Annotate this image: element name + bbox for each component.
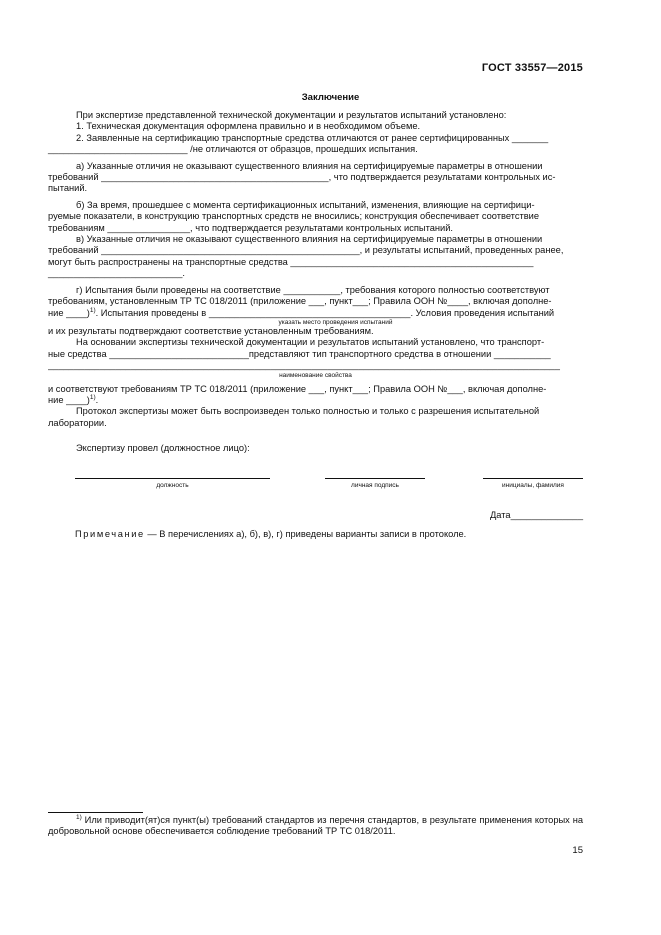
name-caption: инициалы, фамилия xyxy=(502,482,564,489)
footnote-rule xyxy=(48,812,143,813)
expert-label: Экспертизу провел (должностное лицо): xyxy=(76,443,250,454)
variant-v-line1: в) Указанные отличия не оказывают существенного влияния на сертифицируемые параметры в отношении xyxy=(76,234,543,245)
basis-line2: ные средства ___________________________представляют тип транспортного средства в отношении ___________ xyxy=(48,348,551,359)
item-2: 2. Заявленные на сертификацию транспортные средства отличаются от ранее сертифицированных _______ xyxy=(76,132,549,143)
variant-a-line2: требований ____________________________________________, что подтверждается результатами контрольных ис- xyxy=(48,172,556,183)
basis-line4: и соответствуют требованиям ТР ТС 018/2011 (приложение ___, пункт___; Правила ООН №___, включая дополне- xyxy=(48,383,547,394)
position-caption: должность xyxy=(156,482,189,489)
variant-a-line1: а) Указанные отличия не оказывают существенного влияния на сертифицируемые параметры в отношении xyxy=(76,160,543,171)
variant-a-line3: пытаний. xyxy=(48,183,88,194)
variant-b-line1: б) За время, прошедшее с момента сертификационных испытаний, изменения, влияющие на сертифици- xyxy=(76,199,535,210)
conclusion-body xyxy=(48,110,583,455)
document-code: ГОСТ 33557—2015 xyxy=(481,62,583,74)
variant-g-line1: г) Испытания были проведены на соответствие ___________, требования которого полностью соответствуют xyxy=(76,284,550,295)
section-title: Заключение xyxy=(301,92,360,103)
variant-g-line2: требованиям, установленным ТР ТС 018/2011 (приложение ___, пункт___; Правила ООН №____, включая дополне- xyxy=(48,296,552,307)
position-line xyxy=(75,478,270,479)
footnote-ref: 1) xyxy=(89,306,96,314)
date-field: Дата______________ xyxy=(490,510,583,520)
footnote-mark: 1) xyxy=(76,813,82,821)
g3-part-b: . Испытания проведены в _______________________________________. Условия проведения испытаний xyxy=(95,307,555,318)
protocol-line1: Протокол экспертизы может быть воспроизведен только полностью и только с разрешения испытательной xyxy=(76,406,540,417)
variant-v-line3: могут быть распространены на транспортные средства _______________________________________________ xyxy=(48,256,534,267)
o5-part-b: . xyxy=(95,394,99,405)
item-1: 1. Техническая документация оформлена правильно и в необходимом объеме. xyxy=(76,121,421,132)
signature-caption: личная подпись xyxy=(351,482,399,489)
variant-b-line3: требованиям ________________, что подтверждается результатами контрольных испытаний. xyxy=(48,222,453,233)
variant-g-line3 xyxy=(48,308,583,319)
signature-block xyxy=(75,478,583,520)
variant-v-line2: требований __________________________________________________, и результаты испытаний, проведенных ранее, xyxy=(48,245,564,256)
note-text: — В перечислениях а), б), в), г) приведены варианты записи в протоколе. xyxy=(144,529,467,539)
signature-line xyxy=(325,478,425,479)
item-2-cont: ___________________________ /не отличаются от образцов, прошедших испытания. xyxy=(48,144,418,155)
intro-line: При экспертизе представленной технической документации и результатов испытаний установлено: xyxy=(76,110,507,120)
variant-g-line4: и их результаты подтверждают соответствие установленным требованиям. xyxy=(48,325,374,336)
variant-b-line2: руемые показатели, в конструкцию транспортных средств не вносились; конструкция обеспечивает соответствие xyxy=(48,211,540,222)
o5-part-a: ние ____) xyxy=(48,394,90,405)
note-label: Примечание xyxy=(75,529,145,539)
footnote-text: Или приводит(ят)ся пункт(ы) требований стандартов из перечня стандартов, в результате применения которых на добровольной основе обеспечивается соблюдение требований ТР ТС 018/2011. xyxy=(48,815,583,837)
g3-part-a: ние ____) xyxy=(48,307,90,318)
basis-line5 xyxy=(48,395,583,406)
note xyxy=(75,529,466,539)
name-line xyxy=(483,478,583,479)
variant-v-line4: __________________________. xyxy=(48,268,186,279)
basis-line1: На основании экспертизы технической документации и результатов испытаний установлено, что транспорт- xyxy=(76,337,545,348)
footnote-ref-2: 1) xyxy=(89,393,96,401)
caption-property-name: наименование свойства xyxy=(279,371,352,379)
protocol-line2: лаборатории. xyxy=(48,417,107,428)
basis-line3: ___________________________________________________________________________________________________ xyxy=(48,360,560,371)
page-number: 15 xyxy=(572,845,583,856)
caption-test-place: указать место проведения испытаний xyxy=(278,318,393,326)
footnote xyxy=(48,815,583,838)
